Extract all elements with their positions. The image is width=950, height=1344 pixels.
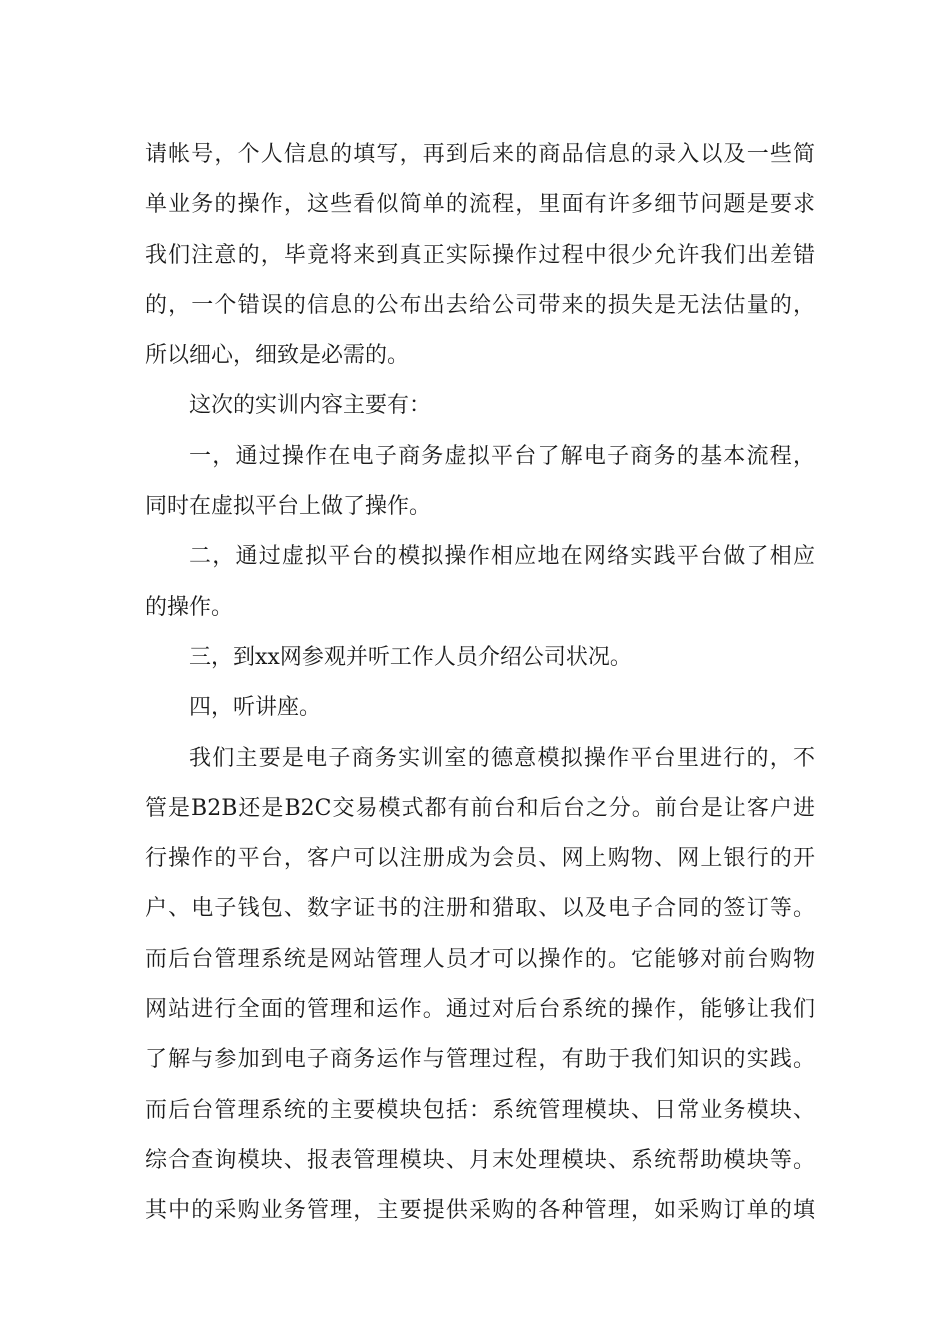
text-line: 三，到xx网参观并听工作人员介绍公司状况。 xyxy=(189,644,632,670)
text-line: 我们主要是电子商务实训室的德意模拟操作平台里进行的，不 xyxy=(189,745,815,771)
body-text xyxy=(145,130,815,1237)
text-line: 请帐号，个人信息的填写，再到后来的商品信息的录入以及一些简 xyxy=(145,142,815,167)
text-line: 我们注意的，毕竟将来到真正实际操作过程中很少允许我们出差错 xyxy=(145,242,815,268)
text-line: 户、电子钱包、数字证书的注册和猎取、以及电子合同的签订等。 xyxy=(145,896,815,922)
text-line: 的操作。 xyxy=(145,594,234,620)
text-line: 一，通过操作在电子商务虚拟平台了解电子商务的基本流程， xyxy=(189,443,815,469)
text-line: 同时在虚拟平台上做了操作。 xyxy=(145,494,432,520)
text-line: 所以细心，细致是必需的。 xyxy=(145,343,410,369)
text-line: 了解与参加到电子商务运作与管理过程，有助于我们知识的实践。 xyxy=(145,1047,815,1073)
text-line: 二，通过虚拟平台的模拟操作相应地在网络实践平台做了相应 xyxy=(189,544,815,570)
text-line: 四，听讲座。 xyxy=(189,695,322,721)
text-line: 而后台管理系统是网站管理人员才可以操作的。它能够对前台购物 xyxy=(145,946,815,972)
text-line: 网站进行全面的管理和运作。通过对后台系统的操作，能够让我们 xyxy=(145,997,815,1023)
text-line: 管是B2B还是B2C交易模式都有前台和后台之分。前台是让客户进 xyxy=(145,795,815,821)
text-line: 而后台管理系统的主要模块包括：系统管理模块、日常业务模块、 xyxy=(145,1097,815,1123)
text-line: 单业务的操作，这些看似简单的流程，里面有许多细节问题是要求 xyxy=(145,192,815,218)
text-line: 这次的实训内容主要有： xyxy=(189,393,432,419)
text-line: 其中的采购业务管理，主要提供采购的各种管理，如采购订单的填 xyxy=(145,1198,815,1224)
text-line: 行操作的平台，客户可以注册成为会员、网上购物、网上银行的开 xyxy=(145,846,815,872)
text-line: 综合查询模块、报表管理模块、月末处理模块、系统帮助模块等。 xyxy=(145,1147,815,1173)
text-line: 的，一个错误的信息的公布出去给公司带来的损失是无法估量的， xyxy=(145,292,815,318)
